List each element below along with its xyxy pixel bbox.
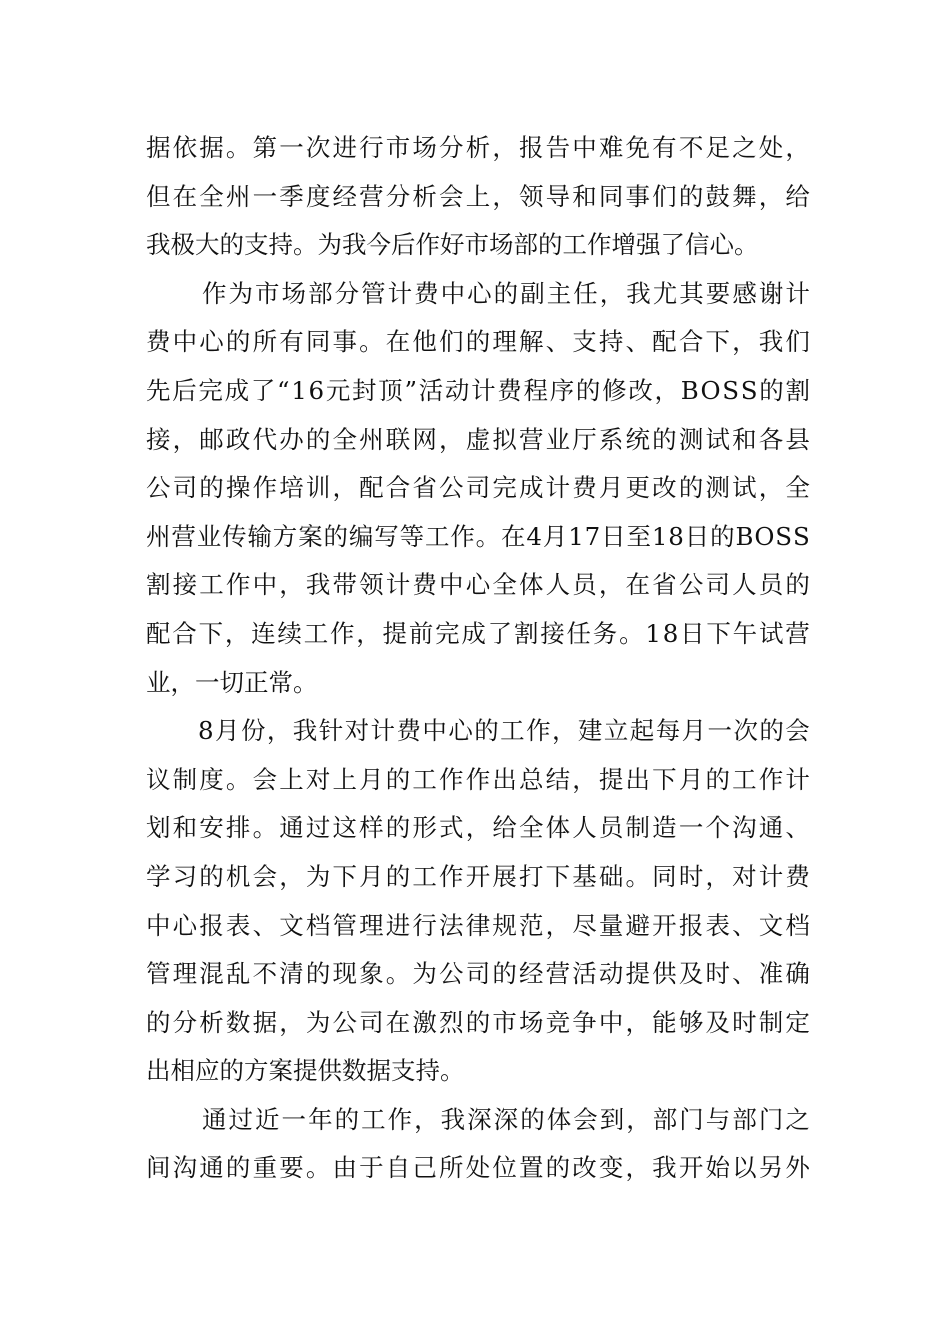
line-text: 出相应的方案提供数据支持。 — [146, 1056, 465, 1086]
line-text: 州 营 业 传 输 方 案 的 编 写 等 工 作 。 在 4 月 1 7 日 至 1 8 日 的 B O S S — [146, 521, 810, 551]
document-body — [146, 124, 810, 1193]
paragraph-line — [146, 853, 810, 902]
paragraph-line — [146, 756, 810, 805]
paragraph-first-line — [146, 270, 810, 319]
paragraph-line — [146, 221, 810, 270]
line-text: 8 月 份 ， 我 针 对 计 费 中 心 的 工 作 ， 建 立 起 每 月 一 次 的 会 — [198, 716, 810, 746]
paragraph-line — [146, 124, 810, 173]
line-text: 公 司 的 操 作 培 训 ， 配 合 省 公 司 完 成 计 费 月 更 改 的 测 试 ， 全 — [146, 473, 810, 503]
line-text: 间 沟 通 的 重 要 。 由 于 自 己 所 处 位 置 的 改 变 ， 我 开 始 以 另 外 — [146, 1153, 810, 1183]
line-text: 配 合 下 ， 连 续 工 作 ， 提 前 完 成 了 割 接 任 务 。 1 8 日 下 午 试 营 — [146, 618, 810, 648]
paragraph-line — [146, 1047, 810, 1096]
line-text: 通 过 近 一 年 的 工 作 ， 我 深 深 的 体 会 到 ， 部 门 与 部 门 之 — [202, 1104, 810, 1134]
paragraph-line — [146, 610, 810, 659]
paragraph-line — [146, 950, 810, 999]
line-text: 议 制 度 。 会 上 对 上 月 的 工 作 作 出 总 结 ， 提 出 下 月 的 工 作 计 — [146, 764, 810, 794]
line-text: 我极大的支持。为我今后作好市场部的工作增强了信心。 — [146, 230, 759, 260]
line-text: 费 中 心 的 所 有 同 事 。 在 他 们 的 理 解 、 支 持 、 配 合 下 ， 我 们 — [146, 327, 810, 357]
paragraph-line — [146, 513, 810, 562]
paragraph-line — [146, 464, 810, 513]
paragraph-line — [146, 173, 810, 222]
paragraph-line — [146, 561, 810, 610]
paragraph-line — [146, 416, 810, 465]
line-text: 先 后 完 成 了 “ 1 6 元 封 顶 ” 活 动 计 费 程 序 的 修 改 ， B O S S 的 割 — [146, 375, 810, 405]
paragraph-line — [146, 999, 810, 1048]
paragraph-line — [146, 367, 810, 416]
line-text: 的 分 析 数 据 ， 为 公 司 在 激 烈 的 市 场 竞 争 中 ， 能 够 及 时 制 定 — [146, 1007, 810, 1037]
line-text: 割 接 工 作 中 ， 我 带 领 计 费 中 心 全 体 人 员 ， 在 省 公 司 人 员 的 — [146, 570, 810, 600]
paragraph-first-line — [146, 707, 810, 756]
line-text: 划 和 安 排 。 通 过 这 样 的 形 式 ， 给 全 体 人 员 制 造 一 个 沟 通 、 — [146, 813, 810, 843]
paragraph-line — [146, 1144, 810, 1193]
line-text: 接 ， 邮 政 代 办 的 全 州 联 网 ， 虚 拟 营 业 厅 系 统 的 测 试 和 各 县 — [146, 424, 810, 454]
paragraph-line — [146, 804, 810, 853]
line-text: 管 理 混 乱 不 清 的 现 象 。 为 公 司 的 经 营 活 动 提 供 及 时 、 准 确 — [146, 959, 810, 989]
paragraph-line — [146, 902, 810, 951]
line-text: 业，一切正常。 — [146, 667, 318, 697]
paragraph-line — [146, 659, 810, 708]
paragraph-first-line — [146, 1096, 810, 1145]
line-text: 但 在 全 州 一 季 度 经 营 分 析 会 上 ， 领 导 和 同 事 们 的 鼓 舞 ， 给 — [146, 181, 810, 211]
line-text: 中 心 报 表 、 文 档 管 理 进 行 法 律 规 范 ， 尽 量 避 开 报 表 、 文 档 — [146, 910, 810, 940]
line-text: 据 依 据 。 第 一 次 进 行 市 场 分 析 ， 报 告 中 难 免 有 不 足 之 处 ， — [146, 133, 810, 162]
line-text: 作 为 市 场 部 分 管 计 费 中 心 的 副 主 任 ， 我 尤 其 要 感 谢 计 — [202, 278, 810, 308]
line-text: 学 习 的 机 会 ， 为 下 月 的 工 作 开 展 打 下 基 础 。 同 时 ， 对 计 费 — [146, 861, 810, 891]
paragraph-line — [146, 318, 810, 367]
